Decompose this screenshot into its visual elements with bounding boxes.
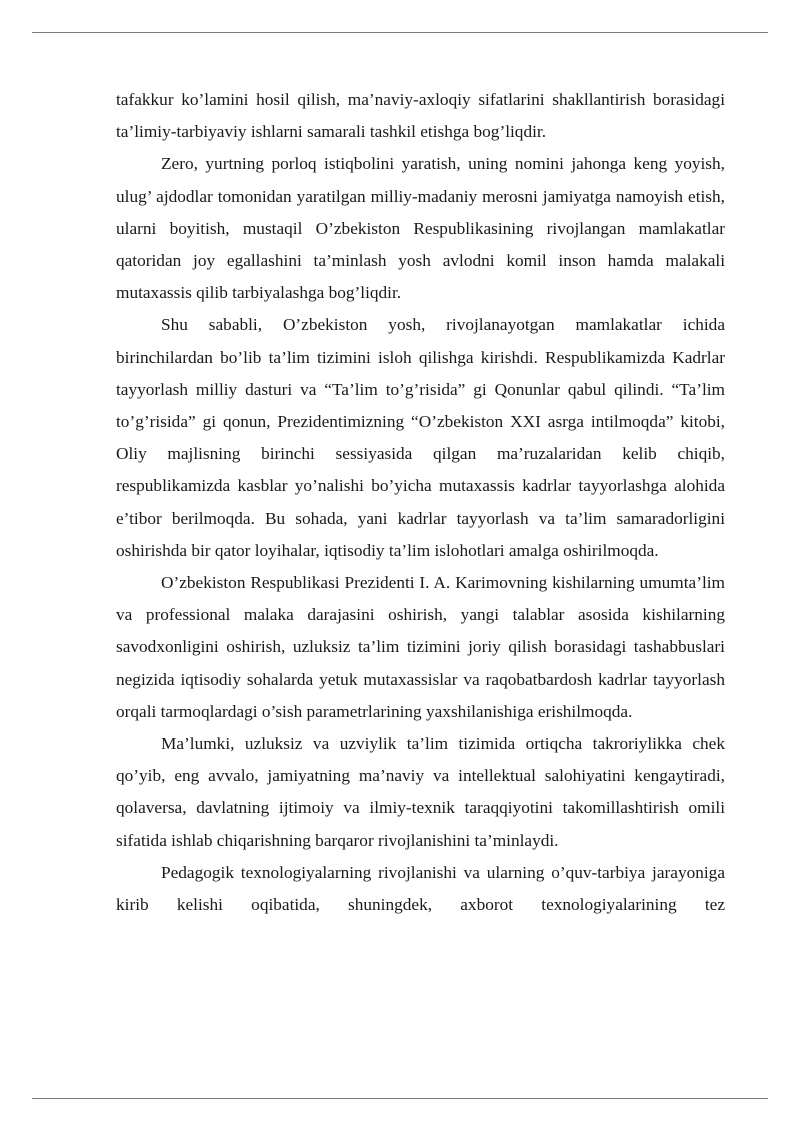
paragraph-6: Pedagogik texnologiyalarning rivojlanishi va ularning o’quv-tarbiya jarayoniga kirib kelishi oqibatida, shuningdek, axborot texnologiyalarining tez (116, 862, 725, 915)
paragraph-5: Ma’lumki, uzluksiz va uzviylik ta’lim tizimida ortiqcha takroriylikka chek qo’yib, eng avvalo, jamiyatning ma’naviy va intellektual salohiyatini kengaytiradi, qolaversa, davlatning ijtimoiy va ilmiy-texnik taraqqiyotini takomillashtirish omili sifatida ishlab chiqarishning barqaror rivojlanishini ta’minlaydi. (116, 734, 725, 850)
paragraph-2: Zero, yurtning porloq istiqbolini yaratish, uning nomini jahonga keng yoyish, ulug’ ajdodlar tomonidan yaratilgan milliy-madaniy merosni jamiyatga namoyish etish, ularni boyitish, mustaqil O’zbekiston Respublikasining rivojlangan mamlakatlar qatoridan joy egallashini ta’minlash yosh avlodni komil inson hamda malakali mutaxassis qilib tarbiyalashga bog’liqdir. (116, 154, 725, 303)
paragraph-3: Shu sababli, O’zbekiston yosh, rivojlanayotgan mamlakatlar ichida birinchilardan bo’lib ta’lim tizimini isloh qilishga kirishdi. Respublikamizda Kadrlar tayyorlash milliy dasturi va “Ta’lim to’g’risida” gi Qonunlar qabul qilindi. “Ta’lim to’g’risida” gi qonun, Prezidentimizning “O’zbekiston XXI asrga intilmoqda” kitobi, Oliy majlisning birinchi sessiyasida qilgan ma’ruzalaridan kelib chiqib, respublikamizda kasblar yo’nalishi bo’yicha mutaxassis kadrlar tayyorlashga alohida e’tibor berilmoqda. Bu sohada, yani kadrlar tayyorlash va ta’lim samaradorligini oshirishda bir qator loyihalar, iqtisodiy ta’lim islohotlari amalga oshirilmoqda. (116, 315, 725, 560)
footer-rule (32, 1098, 768, 1099)
paragraph-4: O’zbekiston Respublikasi Prezidenti I. A. Karimovning kishilarning umumta’lim va professional malaka darajasini oshirish, yangi talablar asosida kishilarning savodxonligini oshirish, uzluksiz ta’lim tizimini joriy qilish borasidagi tashabbuslari negizida iqtisodiy sohalarda yetuk mutaxassislar va raqobatbardosh kadrlar tayyorlash orqali tarmoqlardagi o’sish parametrlarining yaxshilanishiga erishilmoqda. (116, 573, 725, 721)
page-body (116, 84, 725, 921)
paragraph-1: tafakkur ko’lamini hosil qilish, ma’naviy-axloqiy sifatlarini shakllantirish borasidagi ta’limiy-tarbiyaviy ishlarni samarali tashkil etishga bog’liqdir. (116, 90, 725, 142)
header-rule (32, 32, 768, 33)
